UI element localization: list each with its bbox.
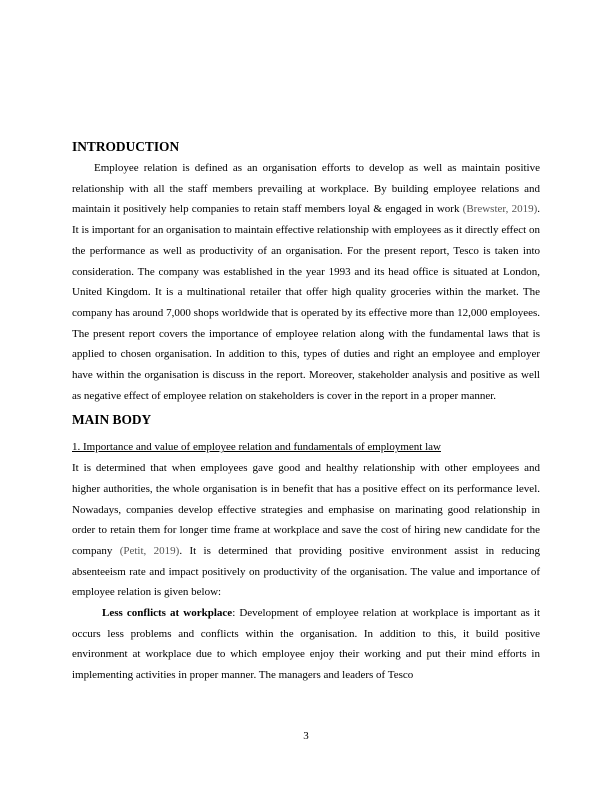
section-1-paragraph [72,458,540,603]
introduction-text-part1: Employee relation is defined as an organisation efforts to develop as well as maintain positive relationship with all the staff members prevailing at workplace. By building employee relations and maintain it positively help companies to retain staff members loyal & engaged in work [72,162,540,216]
section-1-title: 1. Importance and value of employee relation and fundamentals of employment law [72,441,441,454]
citation-brewster: (Brewster, 2019) [462,203,538,216]
page-content [72,137,540,686]
main-body-heading: MAIN BODY [72,412,152,428]
section-1-text-part2: . It is determined that providing positive environment assist in reducing absenteeism rate and impact positively on productivity of the organisation. The value and importance of employee relation is given below: [72,544,540,599]
point-less-conflicts [72,603,540,686]
introduction-paragraph [72,158,540,406]
citation-petit: (Petit, 2019) [119,544,180,557]
point-less-conflicts-text: : Development of employee relation at workplace is important as it occurs less problems and conflicts within the organisation. In addition to this, it build positive environment at workplace due to which employee enjoy their working and put their mind efforts in implementing activities in proper manner. The managers and leaders of Tesco [72,607,540,682]
page-number: 3 [303,730,309,742]
section-1-text-part1: It is determined that when employees gave good and healthy relationship with other employees and higher authorities, the whole organisation is in benefit that has a positive effect on its performance level. Nowadays, companies develop effective strategies and emphasise on marinating good relationship in order to retain them for longer time frame at workplace and save the cost of hiring new candidate for the company [72,462,540,557]
point-less-conflicts-label: Less conflicts at workplace [102,607,233,620]
introduction-heading: INTRODUCTION [72,139,180,154]
introduction-text-part2: . It is important for an organisation to maintain effective relationship with employees as it directly effect on the performance as well as productivity of an organisation. For the present report, Tesco is taken into consideration. The company was established in the year 1993 and its head office is situated at London, United Kingdom. It is a multinational retailer that offer high quality groceries within the market. The company has around 7,000 shops worldwide that is operated by its effective more than 12,000 employees. The present report covers the importance of employee relation along with the fundamental laws that is applied to chosen organisation. In addition to this, types of duties and right an employee and employer have within the organisation is discuss in the report. Moreover, stakeholder analysis and positive as well as negative effect of employee relation on stakeholders is cover in the report in a proper manner. [72,203,540,402]
